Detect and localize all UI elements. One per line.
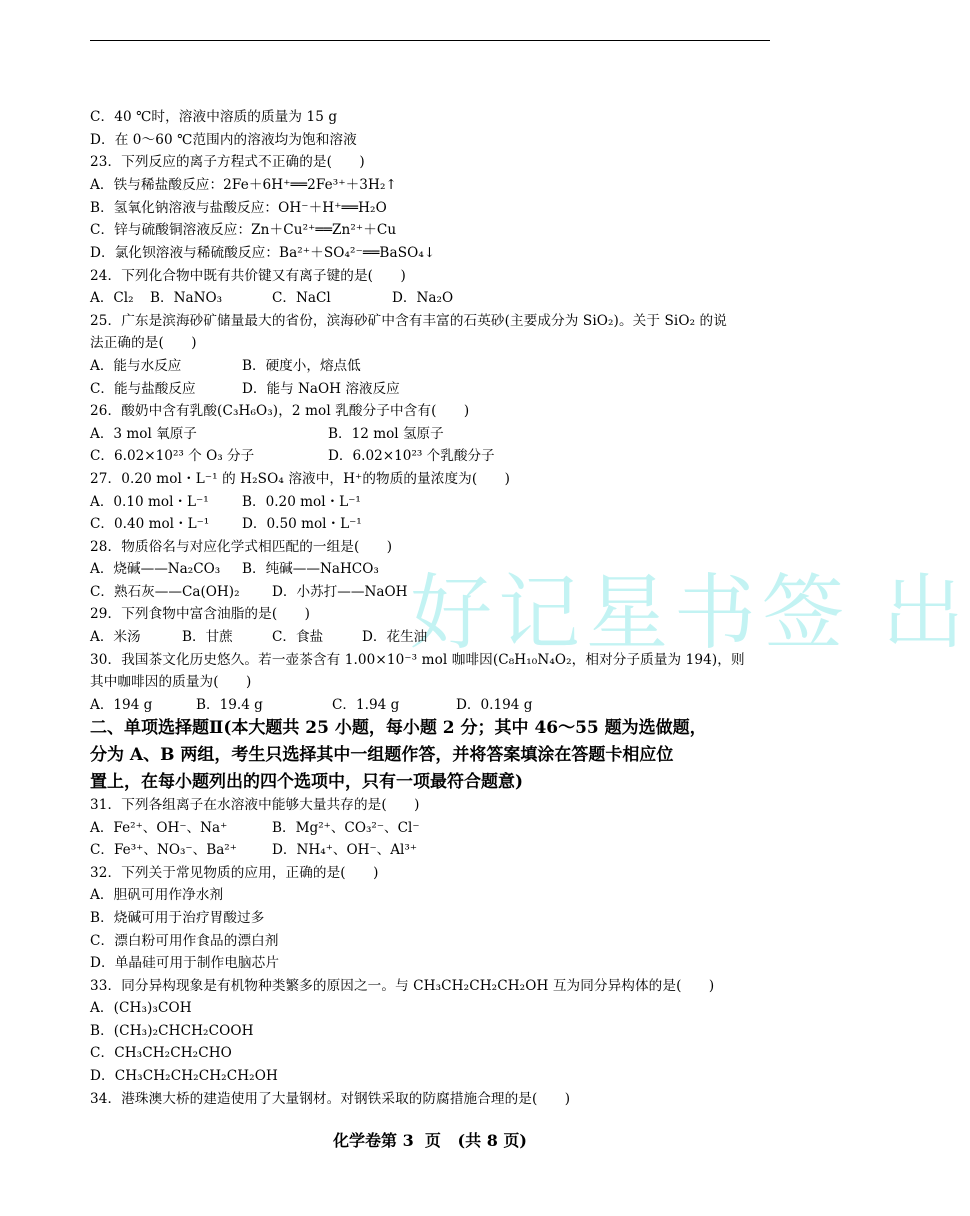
question-23: 23．下列反应的离子方程式不正确的是( )	[90, 154, 365, 170]
text-line: B．(CH₃)₂CHCH₂COOH	[90, 1023, 254, 1039]
page-footer: 化学卷第 3 页 (共 8 页)	[333, 1131, 527, 1150]
text-line: D．氯化钡溶液与稀硫酸反应：Ba²⁺＋SO₄²⁻══BaSO₄↓	[90, 245, 436, 261]
option: D．6.02×10²³ 个乳酸分子	[328, 448, 495, 464]
text-line: C．漂白粉可用作食品的漂白剂	[90, 933, 279, 949]
option: A．Cl₂	[90, 290, 134, 306]
question-34: 34．港珠澳大桥的建造使用了大量钢材。对钢铁采取的防腐措施合理的是( )	[90, 1091, 571, 1107]
option: D．花生油	[362, 629, 428, 645]
text-line: C．40 ℃时，溶液中溶质的质量为 15 g	[90, 109, 338, 125]
option: C．食盐	[272, 629, 324, 645]
question-24: 24．下列化合物中既有共价键又有离子键的是( )	[90, 268, 406, 284]
text-line: A．胆矾可用作净水剂	[90, 887, 224, 903]
option: A．Fe²⁺、OH⁻、Na⁺	[90, 820, 228, 836]
text-line: A．(CH₃)₃COH	[90, 1000, 192, 1016]
option: D．0.194 g	[456, 697, 533, 713]
watermark: 好记星书签 出	[410, 566, 970, 661]
option: B．硬度小，熔点低	[242, 358, 361, 374]
question-25: 25．广东是滨海砂矿储量最大的省份，滨海砂矿中含有丰富的石英砂(主要成分为 SiO₂)。关于 SiO₂ 的说	[90, 313, 727, 329]
question-32: 32．下列关于常见物质的应用，正确的是( )	[90, 865, 379, 881]
option: C．Fe³⁺、NO₃⁻、Ba²⁺	[90, 842, 237, 858]
option: B．甘蔗	[182, 629, 233, 645]
option: A．194 g	[90, 697, 153, 713]
option: A．能与水反应	[90, 358, 182, 374]
option: D．能与 NaOH 溶液反应	[242, 381, 400, 397]
option: B．12 mol 氢原子	[328, 426, 444, 442]
question-27: 27．0.20 mol・L⁻¹ 的 H₂SO₄ 溶液中，H⁺的物质的量浓度为( )	[90, 471, 511, 487]
header-rule	[90, 40, 770, 41]
section-heading: 置上，在每小题列出的四个选项中，只有一项最符合题意)	[90, 772, 524, 792]
text-line: 其中咖啡因的质量为( )	[90, 674, 252, 690]
option: B．纯碱——NaHCO₃	[242, 561, 379, 577]
option: C．NaCl	[272, 290, 331, 306]
option: B．19.4 g	[196, 697, 263, 713]
text-line: 法正确的是( )	[90, 335, 197, 351]
question-29: 29．下列食物中富含油脂的是( )	[90, 606, 311, 622]
text-line: D．在 0～60 ℃范围内的溶液均为饱和溶液	[90, 132, 357, 148]
option: A．3 mol 氧原子	[90, 426, 197, 442]
option: D．0.50 mol・L⁻¹	[242, 516, 362, 532]
question-28: 28．物质俗名与对应化学式相匹配的一组是( )	[90, 539, 393, 555]
option: D．Na₂O	[392, 290, 454, 306]
option: B．NaNO₃	[150, 290, 223, 306]
text-line: C．锌与硫酸铜溶液反应：Zn＋Cu²⁺══Zn²⁺＋Cu	[90, 222, 397, 238]
option: B．0.20 mol・L⁻¹	[242, 494, 361, 510]
option: D．NH₄⁺、OH⁻、Al³⁺	[272, 842, 418, 858]
option: C．1.94 g	[332, 697, 400, 713]
option: A．0.10 mol・L⁻¹	[90, 494, 209, 510]
section-heading: 二、单项选择题Ⅱ(本大题共 25 小题，每小题 2 分；其中 46～55 题为选做题，	[90, 718, 707, 738]
option: C．0.40 mol・L⁻¹	[90, 516, 210, 532]
option: C．能与盐酸反应	[90, 381, 196, 397]
text-line: D．单晶硅可用于制作电脑芯片	[90, 955, 280, 971]
option: C．6.02×10²³ 个 O₃ 分子	[90, 448, 255, 464]
text-line: B．烧碱可用于治疗胃酸过多	[90, 910, 265, 926]
text-line: A．铁与稀盐酸反应：2Fe＋6H⁺══2Fe³⁺＋3H₂↑	[90, 177, 398, 193]
option: B．Mg²⁺、CO₃²⁻、Cl⁻	[272, 820, 420, 836]
question-33: 33．同分异构现象是有机物种类繁多的原因之一。与 CH₃CH₂CH₂CH₂OH 互为同分异构体的是( )	[90, 978, 715, 994]
option: D．小苏打——NaOH	[272, 584, 408, 600]
option: A．米汤	[90, 629, 141, 645]
question-26: 26．酸奶中含有乳酸(C₃H₆O₃)，2 mol 乳酸分子中含有( )	[90, 403, 470, 419]
text-line: B．氢氧化钠溶液与盐酸反应：OH⁻＋H⁺══H₂O	[90, 200, 387, 216]
text-line: C．CH₃CH₂CH₂CHO	[90, 1045, 232, 1061]
option: A．烧碱——Na₂CO₃	[90, 561, 221, 577]
option: C．熟石灰——Ca(OH)₂	[90, 584, 240, 600]
section-heading: 分为 A、B 两组，考生只选择其中一组题作答，并将答案填涂在答题卡相应位	[90, 745, 674, 765]
question-30: 30．我国茶文化历史悠久。若一壶茶含有 1.00×10⁻³ mol 咖啡因(C₈H₁₀N₄O₂，相对分子质量为 194)，则	[90, 652, 745, 668]
text-line: D．CH₃CH₂CH₂CH₂CH₂OH	[90, 1068, 278, 1084]
question-31: 31．下列各组离子在水溶液中能够大量共存的是( )	[90, 797, 420, 813]
